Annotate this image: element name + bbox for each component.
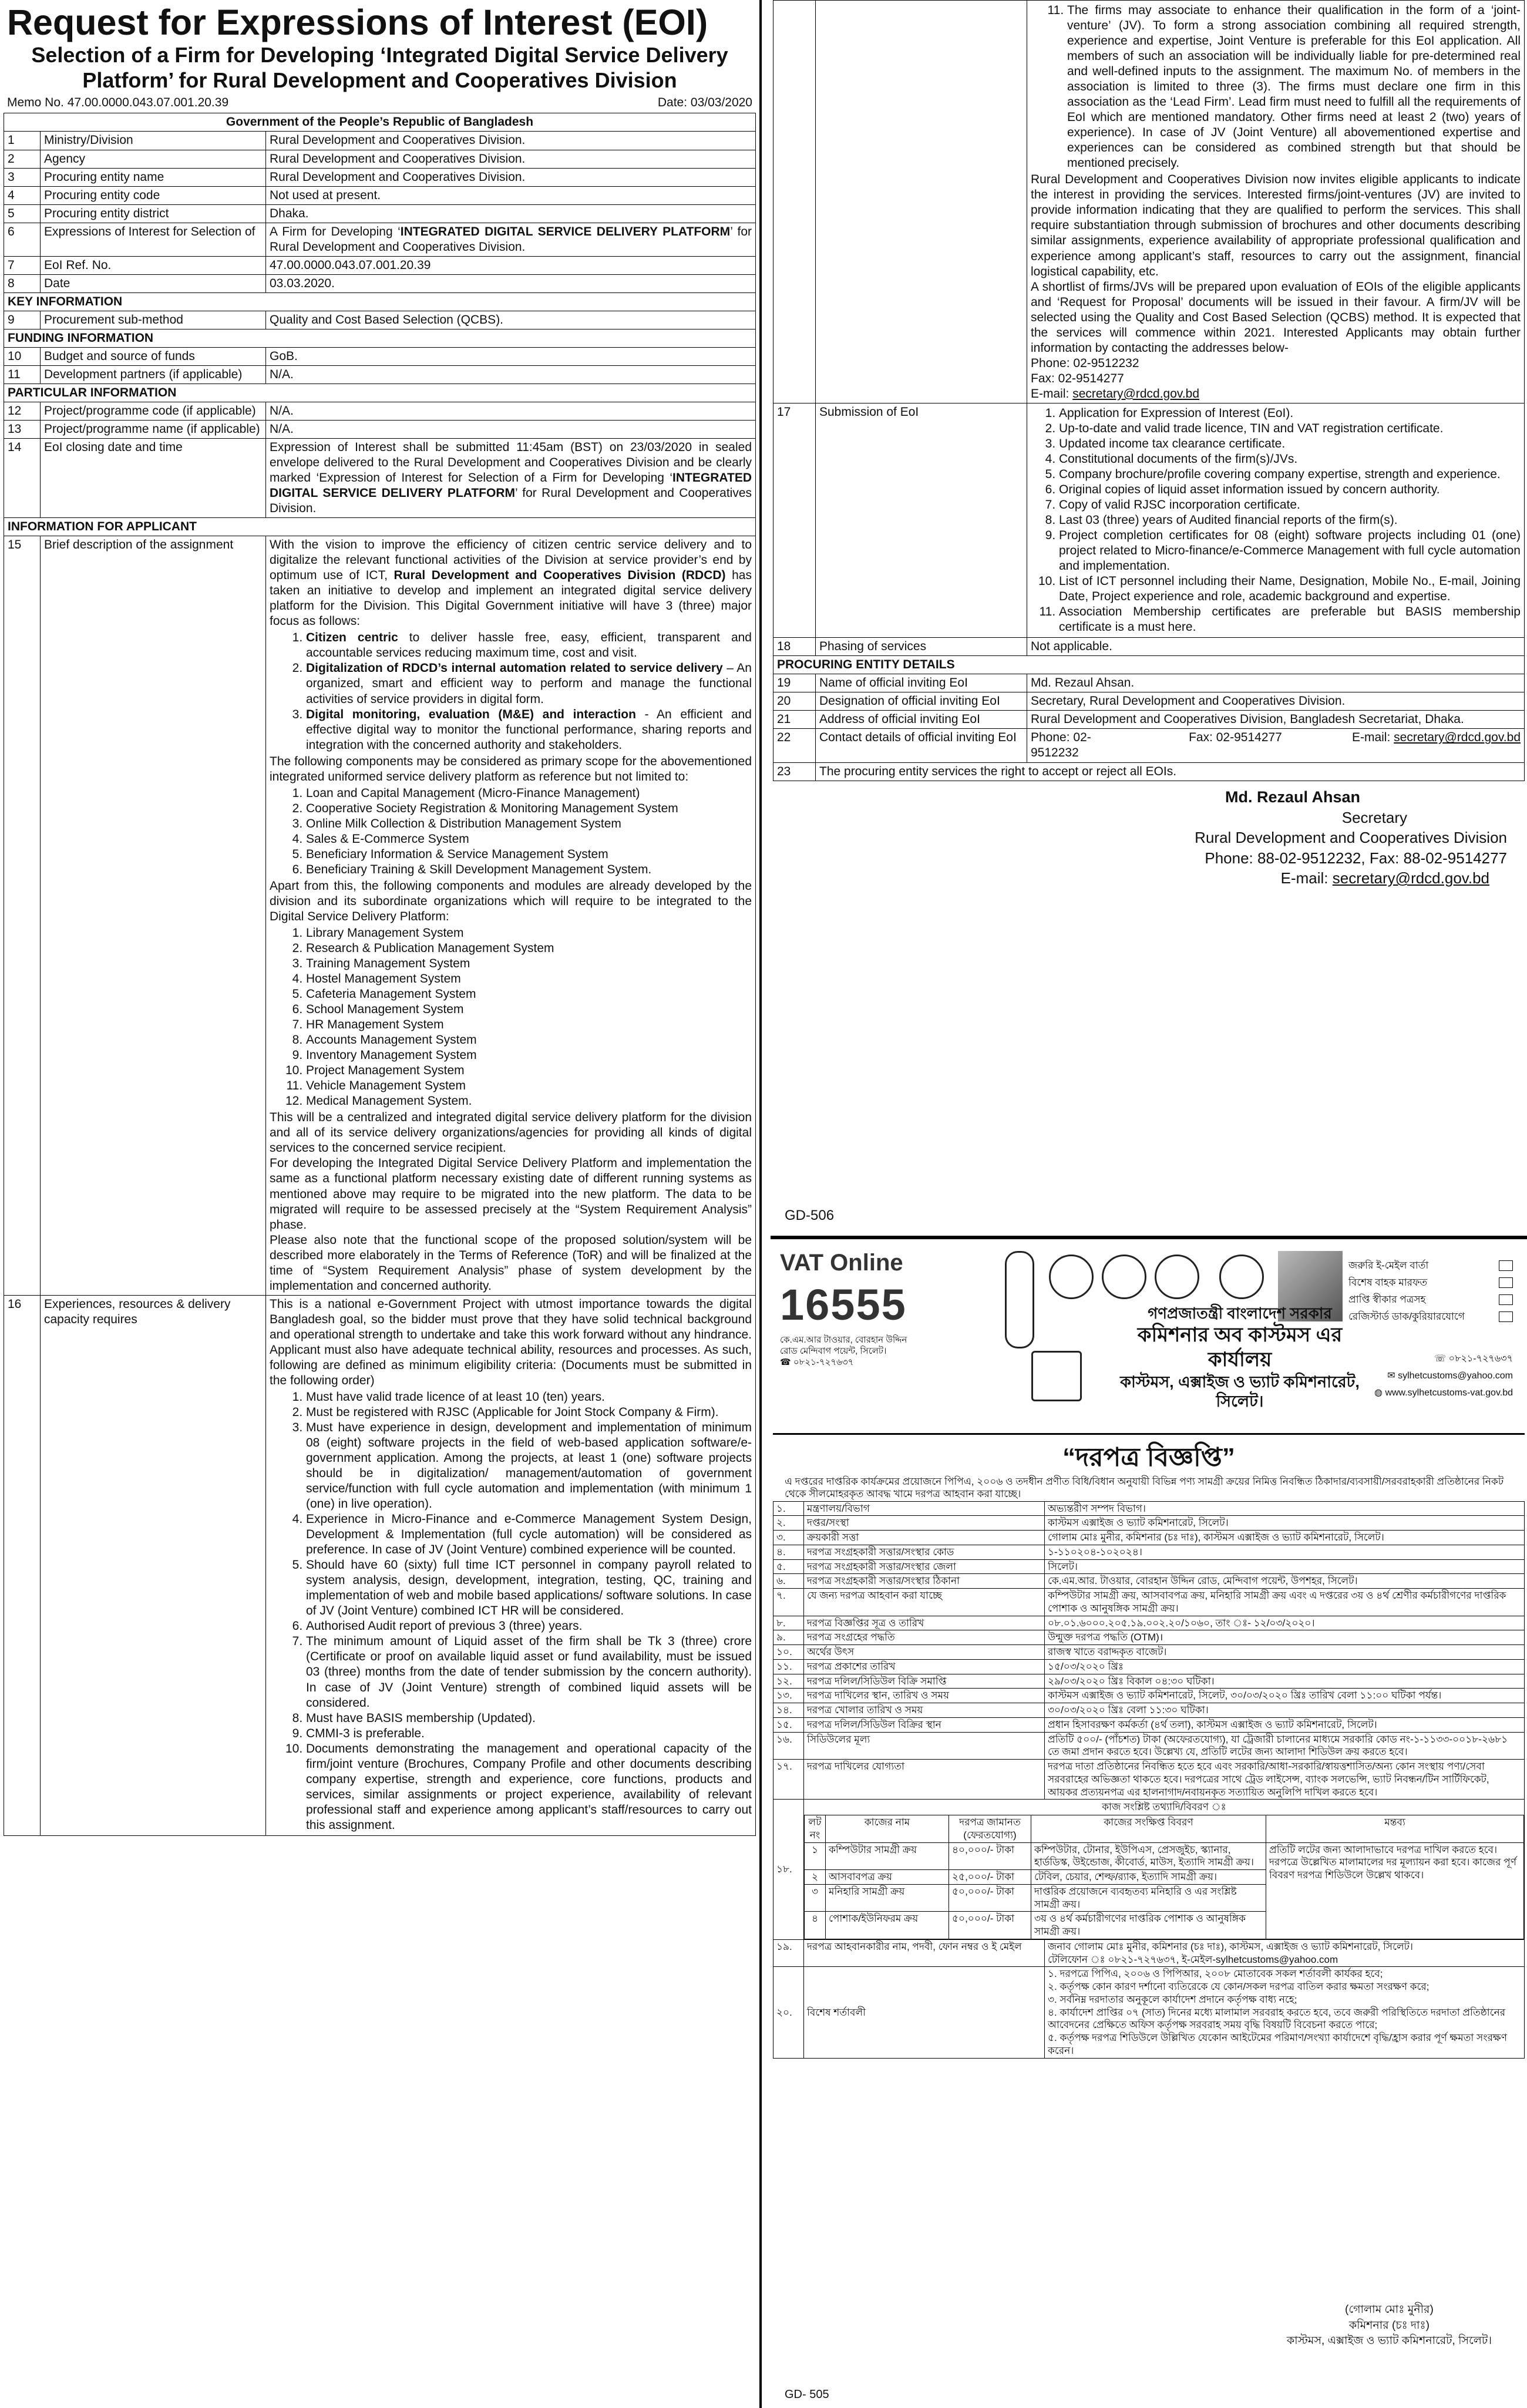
list-item: 9. CMMI-3 is preferable.: [306, 1726, 752, 1741]
lots-header-row: [805, 1815, 1524, 1843]
table-row: ৮. দরপত্র বিজ্ঞপ্তির সূত্র ও তারিখ ০৮.০১.৬০০০.২০৫.১৯.০০২.২০/১০৬০, তাং ঃ- ১২/০৩/২০২০।: [773, 1616, 1525, 1630]
table-row: 22 Contact details of official inviting EoI Phone: 02-9512232 Fax: 02-9514277 E-mail: secretary@rdcd.gov.bd: [773, 729, 1525, 762]
lots-remark: প্রতিটি লটের জন্য আলাদাভাবে দরপত্র দাখিল করতে হবে। দরপত্রে উল্লেখিত মালামালের দর মূল্যায়ন করা হবে। কাজের পূর্ণ বিবরণ দরপত্র শিডিউলে উল্লেখ থাকবে।: [1266, 1842, 1524, 1939]
list-item: 6. Authorised Audit report of previous 3 (three) years.: [306, 1619, 752, 1634]
mail-icon: ✉: [1387, 1370, 1395, 1381]
notice-header: VAT Online 16555 কে.এম.আর টাওয়ার, বোরহান উদ্দিন রোড মেন্দিবাগ পয়েন্ট, সিলেট। ☎ ০৮২১-৭২৭৬৩৭ গণপ্রজাতন্ত্রী বাংলাদেশ সরকার কমিশনার অব কাস্টমস এর কার্যালয় কাস্টমস, এক্সাইজ ও ভ্যাট কমিশনারেট, সিলেট। জরুরি ই-মেইল বার্তা বিশেষ বাহক মারফত প্রাপ্তি স্বীকার পত্রসহ রেজিস্টার্ড ডাক/কুরিয়ারযোগে ☏ ০৮২১-৭২৭৬৩৭ ✉ sylhetcustoms@yahoo.com ◍ www.sylhetcustoms-vat.gov.bd: [773, 1239, 1525, 1435]
left-column: [0, 0, 762, 2408]
vat-online-logo: VAT Online 16555 কে.এম.আর টাওয়ার, বোরহান উদ্দিন রোড মেন্দিবাগ পয়েন্ট, সিলেট। ☎ ০৮২১-৭২৭৬৩৭: [780, 1250, 907, 1367]
checkbox[interactable]: [1499, 1311, 1513, 1322]
bangladesh-emblem-icon: [1049, 1255, 1094, 1299]
lots-header-cell: কাজের সংক্ষিপ্ত বিবরণ: [1031, 1815, 1266, 1843]
list-item: 5. Should have 60 (sixty) full time ICT personnel in company payroll related to system analysis, design, development, integration, testing, QC, training and implementation of web and mobile based applications/ software solutions. In case of JV (Joint Venture) combined ICT HR will be considered.: [306, 1558, 752, 1619]
notice-table: [773, 1501, 1525, 2059]
lots-table: [804, 1815, 1524, 1939]
mujib-year-seal: [1005, 1251, 1034, 1348]
lots-header-cell: দরপত্র জামানত (ফেরতযোগ্য): [949, 1815, 1031, 1843]
components-list: [270, 786, 752, 877]
table-row: 12 Project/programme code (if applicable) N/A.: [4, 402, 756, 420]
eoi-table-continued: [773, 0, 1525, 781]
submission-list: [1031, 406, 1521, 635]
a2i-logo-icon: [1219, 1255, 1264, 1299]
memo-date: Date: 03/03/2020: [657, 96, 752, 110]
list-item: 1. Loan and Capital Management (Micro-Finance Management): [306, 786, 752, 801]
gd-number: GD- 505: [785, 2388, 829, 2401]
list-item: 3. Training Management System: [306, 956, 752, 971]
checkbox[interactable]: [1499, 1294, 1513, 1305]
lot-row: ১ কম্পিউটার সামগ্রী ক্রয় ৪০,০০০/- টাকা কম্পিউটার, টোনার, ইউপিএস, প্রেসজুইচ, স্ক্যানার, হার্ডডিস্ক, উইন্ডোজ, কীবোর্ড, মাউস, ইত্যাদি সামগ্রী ক্রয়। প্রতিটি লটের জন্য আলাদাভাবে দরপত্র দাখিল করতে হবে। দরপত্রে উল্লেখিত মালামালের দর মূল্যায়ন করা হবে। কাজের পূর্ণ বিবরণ দরপত্র শিডিউলে উল্লেখ থাকবে।: [805, 1842, 1524, 1870]
list-item: 8. Last 03 (three) years of Audited financial reports of the firm(s).: [1059, 513, 1521, 528]
modules-list: [270, 926, 752, 1109]
list-item: 1. Application for Expression of Interest (EoI).: [1059, 406, 1521, 421]
page-subtitle-line-2: Platform’ for Rural Development and Cooperatives Division: [82, 68, 677, 93]
list-item: 3. Digital monitoring, evaluation (M&E) and interaction - An efficient and effective digital way to monitor the functional performance, sharing reports and integration with the concerned authority and stakeholders.: [306, 707, 752, 753]
table-row: ৩. ক্রয়কারী সত্তা গোলাম মোঃ মুনীর, কমিশনার (চঃ দাঃ), কাস্টমস এক্সাইজ ও ভ্যাট কমিশনারেট, সিলেট।: [773, 1531, 1525, 1545]
table-row: ১৭. দরপত্র দাখিলের যোগ্যতা দরপত্র দাতা প্রতিষ্ঠানের নিবন্ধিত হতে হবে এবং সরকারি/আধা-সরকারি/স্বায়ত্তশাসিত/অন্য কোন সংস্থায় পণ্য/সেবা সরবরাহের অভিজ্ঞতা থাকতে হবে। দরপত্রের সাথে ট্রেড লাইসেন্স, ব্যাংক সলভেন্সি, ভ্যাট নিবন্ধন/টিন সার্টিফিকেট, আয়কর প্রত্যয়নপত্র এর হালনাগাদ/নবায়নকৃত সত্যায়িত অনুলিপি দাখিল করতে হবে।: [773, 1760, 1525, 1800]
list-item: 4. Constitutional documents of the firm(s)/JVs.: [1059, 452, 1521, 467]
page-title: Request for Expressions of Interest (EOI): [7, 2, 708, 42]
dispatch-option: বিশেষ বাহক মারফত: [1348, 1274, 1513, 1291]
table-row: ১৫. দরপত্র দলিল/সিডিউল বিক্রির স্থান প্রধান হিসাবরক্ষণ কর্মকর্তা (৪র্থ তলা), কাস্টমস এক্সাইজ ও ভ্যাট কমিশনারেট, সিলেট।: [773, 1717, 1525, 1732]
table-row: 1 Ministry/Division Rural Development and Cooperatives Division.: [4, 132, 756, 150]
notice-signature: (গোলাম মোঃ মুনীর) কমিশনার (চঃ দাঃ) কাস্টমস, এক্সাইজ ও ভ্যাট কমিশনারেট, সিলেট।: [1286, 2303, 1492, 2348]
table-row: 7 EoI Ref. No. 47.00.0000.043.07.001.20.39: [4, 256, 756, 274]
lots-header-cell: মন্তব্য: [1266, 1815, 1524, 1843]
list-item: 6. School Management System: [306, 1002, 752, 1017]
table-row: 14 EoI closing date and time Expression of Interest shall be submitted 11:45am (BST) on 23/03/2020 in sealed envelope delivered to the Rural Development and Cooperatives Division and be clearly marked ‘Expression of Interest for Selection of a Firm for Developing ‘INTEGRATED DIGITAL SERVICE DELIVERY PLATFORM’ for Rural Development and Cooperatives Division.: [4, 439, 756, 518]
customs-seal-icon: [1155, 1255, 1199, 1299]
table-row: ১০. অর্থের উৎস রাজস্ব খাতে বরাদ্দকৃত বাজেট।: [773, 1645, 1525, 1660]
table-row: ৬. দরপত্র সংগ্রহকারী সত্তার/সংস্থার ঠিকানা কে.এম.আর. টাওয়ার, বোরহান উদ্দিন রোড, মেন্দিবাগ পয়েন্ট, উপশহর, সিলেট।: [773, 1574, 1525, 1589]
list-item: 9. Inventory Management System: [306, 1048, 752, 1063]
table-row: 8 Date 03.03.2020.: [4, 274, 756, 292]
lots-header-cell: কাজের নাম: [826, 1815, 949, 1843]
criteria-list: [270, 1390, 752, 1833]
list-item: 4. Sales & E-Commerce System: [306, 832, 752, 847]
notice-banner: “দরপত্র বিজ্ঞপ্তি”: [1062, 1443, 1235, 1472]
checkbox[interactable]: [1499, 1277, 1513, 1288]
table-row: ৯. দরপত্র সংগ্রহের পদ্ধতি উন্মুক্ত দরপত্র পদ্ধতি (OTM)।: [773, 1630, 1525, 1645]
lot-row: ৩ মনিহারি সামগ্রী ক্রয় ৫০,০০০/- টাকা দাপ্তরিক প্রয়োজনে ব্যবহৃতব্য মনিহারি ও এর সংশ্লিষ্ট সামগ্রী ক্রয়।: [805, 1884, 1524, 1912]
list-item: 2. Up-to-date and valid trade licence, TIN and VAT registration certificate.: [1059, 421, 1521, 436]
table-row: ২০. বিশেষ শর্তাবলী ১. দরপত্রে পিপিএ, ২০০৬ ও পিপিআর, ২০০৮ মোতাবেক সকল শর্তাবলী কার্যকর হবে; ২. কর্তৃপক্ষ কোন কারণ দর্শানো ব্যতিরেকে যে কোন/সকল দরপত্র বাতিল করার ক্ষমতা সংরক্ষণ করে; ৩. সর্বনিম্ন দরদাতার অনুকূলে কার্যাদেশ প্রদানে কর্তৃপক্ষ বাধ্য নহে; ৪. কার্যাদেশ প্রাপ্তির ০৭ (সাত) দিনের মধ্যে মালামাল সরবরাহ করতে হবে, তবে জরুরী পরিস্থিতিতে দরদাতা প্রতিষ্ঠানের আবেদনের প্রেক্ষিতে অফিস কর্তৃপক্ষ সরবরাহ সময় বৃদ্ধি বিষয়টি বিবেচনা করতে পারে; ৫. কর্তৃপক্ষ দরপত্র শিডিউলে উল্লিখিত যেকোন আইটেমের পরিমাণ/সংখ্যা কার্যাদেশে বৃদ্ধি/হ্রাস করার পূর্ণ ক্ষমতা সংরক্ষণ করেন।: [773, 1967, 1525, 2058]
section-heading: PARTICULAR INFORMATION: [4, 384, 756, 402]
phone-icon: ☏: [1434, 1354, 1447, 1364]
dispatch-option: প্রাপ্তি স্বীকার পত্রসহ: [1348, 1291, 1513, 1308]
condition-item: ৫. কর্তৃপক্ষ দরপত্র শিডিউলে উল্লিখিত যেকোন আইটেমের পরিমাণ/সংখ্যা কার্যাদেশে বৃদ্ধি/হ্রাস করার পূর্ণ ক্ষমতা সংরক্ষণ করেন।: [1048, 2032, 1507, 2056]
list-item: 10. Documents demonstrating the management and operational capacity of the firm/joint venture (Brochures, Company Profile and other documents describing company expertise, strength and experience, core functions, products and services, similar assignments or project experience, availability of relevant professional staff and experience among applicant’s staff/resources to carry out this assignment.: [306, 1741, 752, 1833]
condition-item: ১. দরপত্রে পিপিএ, ২০০৬ ও পিপিআর, ২০০৮ মোতাবেক সকল শর্তাবলী কার্যকর হবে;: [1048, 1968, 1383, 1980]
list-item: 2. Digitalization of RDCD’s internal automation related to service delivery – An organized, smart and efficient way to perform and manage the functional activities of service providers in digital form.: [306, 661, 752, 707]
table-row: 18 Phasing of services Not applicable.: [773, 638, 1525, 656]
table-row: 20 Designation of official inviting EoI Secretary, Rural Development and Cooperatives Division.: [773, 692, 1525, 711]
table-row: 5 Procuring entity district Dhaka.: [4, 204, 756, 223]
list-item: 12. Medical Management System.: [306, 1094, 752, 1109]
table-row: 16 Experiences, resources & delivery capacity requires This is a national e-Government Project with utmost importance towards the digital Bangladesh goal, so the bidder must prove that they have solid technical background and operational strength to undertake and take this work forward without any hindrance. Applicant must also have adequate technical ability, resources and processes. As such, following are defined as minimum eligibility criteria: (Documents must be submitted in the following order) 1. Must have valid trade licence of at least 10 (ten) years. 2. Must be registered with RJSC (Applicable for Joint Stock Company & Firm). 3. Must have experience in design, development and implementation of minimum 08 (eight) software projects in the field of web-based application software/e-government application. Among the projects, at least 1 (one) software projects should be in digitalization/ management/automation of government service/function with full cycle automation and implementation (with minimum 1 (one) in live operation). 4. Experience in Micro-Finance and e-Commerce Management System Design, Development & Implementation (full cycle automation) will be considered as preference. In case of JV (Joint Venture) combined experience will be counted. 5. Should have 60 (sixty) full time ICT personnel in company payroll related to system analysis, design, development, integration, testing, QC, training and implementation of web and mobile based applications/ software solutions. In case of JV (Joint Venture) combined ICT HR will be considered. 6. Authorised Audit report of previous 3 (three) years. 7. The minimum amount of Liquid asset of the firm shall be Tk 3 (three) crore (Certificate or proof on available liquid asset or fund availability, must be issued 03 (three) months from the date of tender submission by the concern authority). In case of JV (Joint Venture) strength of combined liquid assets will be considered. 8. Must have BASIS membership (Updated). 9. CMMI-3 is preferable. 10. Documents demonstrating the management and operational capacity of the firm/joint venture (Brochures, Company Profile and other documents describing company expertise, strength and experience, core functions, products and services, similar assignments or project experience, availability of relevant professional staff and experience among applicant’s staff/resources to carry out this assignment.: [4, 1295, 756, 1835]
list-item: 2. Cooperative Society Registration & Monitoring Management System: [306, 801, 752, 816]
list-item: 4. Experience in Micro-Finance and e-Commerce Management System Design, Development & Implementation (full cycle automation) will be considered as preference. In case of JV (Joint Venture) combined experience will be counted.: [306, 1512, 752, 1558]
table-row: 4 Procuring entity code Not used at present.: [4, 186, 756, 204]
lot-row: ২ আসবাবপত্র ক্রয় ২৫,০০০/- টাকা টেবিল, চেয়ার, শেল্ফ/র‍্যাক, ইত্যাদি সামগ্রী ক্রয়।: [805, 1870, 1524, 1885]
dispatch-checkboxes: [1348, 1257, 1513, 1325]
table-row: ২. দপ্তর/সংস্থা কাস্টমস এক্সাইজ ও ভ্যাট কমিশনারেট, সিলেট।: [773, 1516, 1525, 1531]
list-item: 11. Vehicle Management System: [306, 1078, 752, 1094]
list-item: 3. Online Milk Collection & Distribution Management System: [306, 816, 752, 832]
list-item: 6. Beneficiary Training & Skill Development Management System.: [306, 862, 752, 877]
list-item: 3. Updated income tax clearance certificate.: [1059, 436, 1521, 452]
right-top-column: [771, 0, 1527, 1230]
memo-number: Memo No. 47.00.0000.043.07.001.20.39: [7, 96, 229, 110]
table-row: ১২. দরপত্র দলিল/সিডিউল বিক্রি সমাপ্তি ২৯/০৩/২০২০ খ্রিঃ বিকাল ০৪:৩০ ঘটিকা।: [773, 1674, 1525, 1689]
email-link[interactable]: secretary@rdcd.gov.bd: [1394, 731, 1521, 745]
table-row: 17 Submission of EoI 1. Application for Expression of Interest (EoI). 2. Up-to-date and valid trade licence, TIN and VAT registration certificate. 3. Updated income tax clearance certificate. 4. Constitutional documents of the firm(s)/JVs. 5. Company brochure/profile covering company expertise, strength and experience. 6. Original copies of liquid asset information issued by concern authority. 7. Copy of valid RJSC incorporation certificate. 8. Last 03 (three) years of Audited financial reports of the firm(s). 9. Project completion certificates for 08 (eight) software projects including 01 (one) project related to Micro-finance/e-Commerce Management with full cycle automation and implementation. 10. List of ICT personnel including their Name, Designation, Mobile No., E-mail, Joining Date, Project experience and role, academic background and expertise. 11. Association Membership certificates are preferable but BASIS membership certificate is a must here.: [773, 403, 1525, 637]
condition-item: ৩. সর্বনিম্ন দরদাতার অনুকূলে কার্যাদেশ প্রদানে কর্তৃপক্ষ বাধ্য নহে;: [1048, 1993, 1297, 2005]
table-row: 21 Address of official inviting EoI Rural Development and Cooperatives Division, Bangladesh Secretariat, Dhaka.: [773, 711, 1525, 729]
table-row: 23 The procuring entity services the right to accept or reject all EOIs.: [773, 762, 1525, 781]
table-row: ৫. দরপত্র সংগ্রহকারী সত্তার/সংস্থার জেলা সিলেট।: [773, 1559, 1525, 1574]
section-heading: INFORMATION FOR APPLICANT: [4, 518, 756, 536]
list-item: 2. Must be registered with RJSC (Applicable for Joint Stock Company & Firm).: [306, 1405, 752, 1420]
dispatch-option: রেজিস্টার্ড ডাক/কুরিয়ারযোগে: [1348, 1308, 1513, 1325]
list-item: 5. Beneficiary Information & Service Management System: [306, 847, 752, 862]
table-row: ১৬. সিডিউলের মূল্য প্রতিটি ৫০০/- (পাঁচশত) টাকা (অফেরতযোগ্য), যা ট্রেজারী চালানের মাধ্যমে সরকারি কোড নং-১-১১৩৩-০০১৮-২৬৮১ তে জমা প্রদান করতে হবে। উল্লেখ্য যে, প্রতিটি লটের জন্য আলাদা শিডিউল ক্রয় করতে হবে।: [773, 1732, 1525, 1760]
checkbox[interactable]: [1499, 1260, 1513, 1271]
table-row: 3 Procuring entity name Rural Development and Cooperatives Division.: [4, 168, 756, 186]
list-item: 7. The minimum amount of Liquid asset of the firm shall be Tk 3 (three) crore (Certificate or proof on available liquid asset or fund availability, must be issued 03 (three) months from the date of tender submission by the concern authority). In case of JV (Joint Venture) strength of combined liquid assets will be considered.: [306, 1634, 752, 1710]
section-heading: FUNDING INFORMATION: [4, 329, 756, 347]
special-conditions: [1045, 1967, 1525, 2058]
table-row: 6 Expressions of Interest for Selection of A Firm for Developing ‘INTEGRATED DIGITAL SERVICE DELIVERY PLATFORM’ for Rural Development and Cooperatives Division.: [4, 223, 756, 256]
bengali-tender-notice: [771, 1236, 1527, 2408]
list-item: 5. Cafeteria Management System: [306, 987, 752, 1002]
list-item: 10. List of ICT personnel including their Name, Designation, Mobile No., E-mail, Joining Date, Project experience and role, academic background and expertise.: [1059, 574, 1521, 604]
dispatch-option: জরুরি ই-মেইল বার্তা: [1348, 1257, 1513, 1274]
gd-number: GD-506: [785, 1208, 835, 1223]
table-row: ৭. যে জন্য দরপত্র আহবান করা যাচ্ছে কম্পিউটার সামগ্রী ক্রয়, আসবাবপত্র ক্রয়, মনিহারি সামগ্রী ক্রয় এবং এ দপ্তরের ৩য় ও ৪র্থ শ্রেণীর কর্মচারীগণের দাপ্তরিক পোশাক ও আনুষঙ্গিক সামগ্রী ক্রয়।: [773, 1589, 1525, 1616]
list-item: 1. Must have valid trade licence of at least 10 (ten) years.: [306, 1390, 752, 1405]
list-item: 7. HR Management System: [306, 1017, 752, 1033]
table-row: ১. মন্ত্রণালয়/বিভাগ অভ্যন্তরীণ সম্পদ বিভাগ।: [773, 1501, 1525, 1516]
list-item: 11. Association Membership certificates are preferable but BASIS membership certificate is a must here.: [1059, 604, 1521, 635]
focus-list: [270, 630, 752, 752]
customs-badge-icon: [1031, 1351, 1082, 1401]
notice-intro: এ দপ্তরের দাপ্তরিক কার্যক্রমের প্রয়োজনে পিপিএ, ২০০৬ ও তদধীন প্রণীত বিধি/বিধান অনুযায়ী বিভিন্ন পণ্য সামগ্রী ক্রয়ের নিমিত্ত নিবন্ধিত ঠিকাদার/ব্যবসায়ী/সরবরাহকারী প্রতিষ্ঠানের নিকট থেকে সীলমোহরকৃত আবদ্ধ খামে দরপত্র আহবান করা যাচ্ছে।: [785, 1475, 1504, 1499]
table-row: 11. The firms may associate to enhance their qualification in the form of a ‘joint-venture’ (JV). To form a strong association combining all required strength, experience and expertise, Joint Venture is preferable for this EoI application. All members of such an association will be individually liable for pre-determined real and well-defined inputs to the assignment. The maximum No. of members in the association is limited to three (3). The firms must declare one firm in this association as the ‘Lead Firm’. Lead firm must need to fulfill all the requirements of EoI which are mentioned mandatory. Other firms need at least 2 (two) years of experience). In case of JV (Joint Venture) all abovementioned expertise and experiences can be considered as combined strength but that should be mentioned precisely. Rural Development and Cooperatives Division now invites eligible applicants to indicate the interest in providing the services. Interested firms/joint-ventures (JV) are invited to provide information indicating that they are qualified to perform the services. This shall require substantiation through submission of brochures and other documents describing similar assignments, experience availability of appropriate professional qualification and experience among applicant’s staff, resources to carry out the assignment, financial logistical capability, etc. A shortlist of firms/JVs will be prepared upon evaluation of EOIs of the eligible applicants and ‘Request for Proposal’ documents will be issued in their favour. A firm/JV will be selected using the Quality and Cost Based Selection (QCBS) method. It is expected that the services will commence within 2021. Interested Applicants may obtain further information by contacting the addresses below- Phone: 02-9512232 Fax: 02-9514277 E-mail: secretary@rdcd.gov.bd: [773, 1, 1525, 403]
page-subtitle-line-1: Selection of a Firm for Developing ‘Integrated Digital Service Delivery: [31, 43, 728, 68]
list-item: 8. Must have BASIS membership (Updated).: [306, 1711, 752, 1726]
table-row: ১৮. কাজ সংশ্লিষ্ট তথ্যাদি/বিবরণ ঃ লট নং কাজের নাম দরপত্র জামানত (ফেরতযোগ্য) কাজের সংক্ষিপ্ত বিবরণ মন্তব্য ১ কম্পিউটার সামগ্রী ক্রয় ৪০,০০০/- টাকা কম্পিউটার, টোনার, ইউপিএস, প্রেসজুইচ, স্ক্যানার, হার্ডডিস্ক, উইন্ডোজ, কীবোর্ড, মাউস, ইত্যাদি সামগ্রী ক্রয়। প্রতিটি লটের জন্য আলাদাভাবে দরপত্র দাখিল করতে হবে। দরপত্রে উল্লেখিত মালামালের দর মূল্যায়ন করা হবে। কাজের পূর্ণ বিবরণ দরপত্র শিডিউলে উল্লেখ থাকবে। ২ আসবাবপত্র ক্রয় ২৫,০০০/- টাকা টেবিল, চেয়ার, শেল্ফ/র‍্যাক, ইত্যাদি সামগ্রী ক্রয়। ৩ মনিহারি সামগ্রী ক্রয় ৫০,০০০/- টাকা দাপ্তরিক প্রয়োজনে ব্যবহৃতব্য মনিহারি ও এর সংশ্লিষ্ট সামগ্রী ক্রয়। ৪ পোশাক/ইউনিফরম ক্রয় ৫০,০০০/- টাকা ৩য় ও ৪র্থ কর্মচারীগণের দাপ্তরিক পোশাক ও আনুষঙ্গিক সামগ্রী ক্রয়।: [773, 1800, 1525, 1940]
table-row: ১৯. দরপত্র আহবানকারীর নাম, পদবী, ফোন নম্বর ও ই মেইল জনাব গোলাম মোঃ মুনীর, কমিশনার (চঃ দাঃ), কাস্টমস, এক্সাইজ ও ভ্যাট কমিশনারেট, সিলেট। টেলিফোন ঃ ০৮২১-৭২৭৬৩৭, ই-মেইল-sylhetcustoms@yahoo.com: [773, 1939, 1525, 1967]
table-row: 10 Budget and source of funds GoB.: [4, 347, 756, 365]
table-row: ১৩. দরপত্র দাখিলের স্থান, তারিখ ও সময় কাস্টমস এক্সাইজ ও ভ্যাট কমিশনারেট, সিলেট, ৩০/০৩/২০২০ খ্রিঃ তারিখ বেলা ১১:০০ ঘটিকা পর্যন্ত।: [773, 1689, 1525, 1703]
section-heading: PROCURING ENTITY DETAILS: [773, 656, 1525, 674]
list-item: 8. Accounts Management System: [306, 1033, 752, 1048]
list-item: 1. Library Management System: [306, 926, 752, 941]
table-row: 9 Procurement sub-method Quality and Cost Based Selection (QCBS).: [4, 311, 756, 329]
phone-icon: ☎: [780, 1357, 791, 1367]
gov-row: Government of the People’s Republic of Bangladesh: [4, 113, 756, 132]
table-row: 2 Agency Rural Development and Cooperatives Division.: [4, 150, 756, 168]
list-item: 4. Hostel Management System: [306, 971, 752, 987]
lots-header-cell: লট নং: [805, 1815, 826, 1843]
list-item: 2. Research & Publication Management System: [306, 941, 752, 956]
list-item: 9. Project completion certificates for 08 (eight) software projects including 01 (one) project related to Micro-finance/e-Commerce Management with full cycle automation and implementation.: [1059, 528, 1521, 574]
list-item: 10. Project Management System: [306, 1063, 752, 1078]
table-row: ৪. দরপত্র সংগ্রহকারী সত্তার/সংস্থার কোড ১-১১০২০৪-১০২০২৪।: [773, 1545, 1525, 1559]
globe-icon: ◍: [1374, 1387, 1383, 1398]
list-item: 7. Copy of valid RJSC incorporation certificate.: [1059, 497, 1521, 513]
table-row: 13 Project/programme name (if applicable) N/A.: [4, 420, 756, 438]
eoi-table: [4, 113, 756, 1835]
email-link[interactable]: secretary@rdcd.gov.bd: [1072, 386, 1200, 401]
nbr-seal-icon: [1102, 1255, 1146, 1299]
table-row: ১৪. দরপত্র খোলার তারিখ ও সময় ৩০/০৩/২০২০ খ্রিঃ বেলা ১১:৩০ ঘটিকা।: [773, 1703, 1525, 1718]
signature-block: Md. Rezaul Ahsan Secretary Rural Development and Cooperatives Division Phone: 88-02-9512232, Fax: 88-02-9514277 E-mail: secretary@rdcd.gov.bd: [1195, 788, 1507, 887]
condition-item: ২. কর্তৃপক্ষ কোন কারণ দর্শানো ব্যতিরেকে যে কোন/সকল দরপত্র বাতিল করার ক্ষমতা সংরক্ষণ করে;: [1048, 1981, 1430, 1993]
list-item: 3. Must have experience in design, development and implementation of minimum 08 (eight) software projects in the field of web-based application software/e-government application. Among the projects, at least 1 (one) software projects should be in digitalization/ management/automation of government service/function with full cycle automation and implementation (with minimum 1 (one) in live operation).: [306, 1420, 752, 1512]
list-item: 5. Company brochure/profile covering company expertise, strength and experience.: [1059, 467, 1521, 482]
table-row: 19 Name of official inviting EoI Md. Rezaul Ahsan.: [773, 674, 1525, 692]
list-item: 1. Citizen centric to deliver hassle free, easy, efficient, transparent and accountable services reducing maximum time, cost and visit.: [306, 630, 752, 661]
memo-row: [7, 95, 752, 110]
lot-row: ৪ পোশাক/ইউনিফরম ক্রয় ৫০,০০০/- টাকা ৩য় ও ৪র্থ কর্মচারীগণের দাপ্তরিক পোশাক ও আনুষঙ্গিক সামগ্রী ক্রয়।: [805, 1912, 1524, 1939]
list-item: 6. Original copies of liquid asset information issued by concern authority.: [1059, 482, 1521, 497]
table-row: 15 Brief description of the assignment With the vision to improve the efficiency of citizen centric service delivery and to digitalize the relevant functional activities of the Division at service provider’s end by optimum use of ICT, Rural Development and Cooperatives Division (RDCD) has taken an initiative to develop and implement an integrated digital service delivery platform for the Division. This Digital Government initiative will have 3 (three) major focus as follows: 1. Citizen centric to deliver hassle free, easy, efficient, transparent and accountable services reducing maximum time, cost and visit. 2. Digitalization of RDCD’s internal automation related to service delivery – An organized, smart and efficient way to perform and manage the functional activities of service providers in digital form. 3. Digital monitoring, evaluation (M&E) and interaction - An efficient and effective digital way to monitor the functional performance, sharing reports and integration with the concerned authority and stakeholders. The following components may be considered as primary scope for the abovementioned integrated uniformed service delivery platform as reference but not limited to: 1. Loan and Capital Management (Micro-Finance Management) 2. Cooperative Society Registration & Monitoring Management System 3. Online Milk Collection & Distribution Management System 4. Sales & E-Commerce System 5. Beneficiary Information & Service Management System 6. Beneficiary Training & Skill Development Management System. Apart from this, the following components and modules are already developed by the division and its subordinate organizations which will require to be integrated to the Digital Service Delivery Platform: 1. Library Management System 2. Research & Publication Management System 3. Training Management System 4. Hostel Management System 5. Cafeteria Management System 6. School Management System 7. HR Management System 8. Accounts Management System 9. Inventory Management System 10. Project Management System 11. Vehicle Management System 12. Medical Management System. This will be a centralized and integrated digital service delivery platform for the division and all of its service delivery organizations/agencies for providing all kinds of digital services to the concerned service recipient. For developing the Integrated Digital Service Delivery Platform and implementation the same as a functional platform necessary existing date of different running systems as mentioned above may require to be migrated into the new platform. The data to be migrated will require to be assessed precisely at the “System Requirement Analysis” phase. Please also note that the functional scope of the proposed solution/system will be described more elaborately in the Terms of Reference (ToR) and will be finalized at the time of “System Requirement Analysis” phase of system development by the implementation and concerned authority.: [4, 536, 756, 1296]
section-heading: KEY INFORMATION: [4, 292, 756, 311]
condition-item: ৪. কার্যাদেশ প্রাপ্তির ০৭ (সাত) দিনের মধ্যে মালামাল সরবরাহ করতে হবে, তবে জরুরী পরিস্থিতিতে দরদাতা প্রতিষ্ঠানের আবেদনের প্রেক্ষিতে অফিস কর্তৃপক্ষ সরবরাহ সময় বৃদ্ধি বিষয়টি বিবেচনা করতে পারে;: [1048, 2006, 1506, 2031]
table-row: ১১. দরপত্র প্রকাশের তারিখ ১৫/০৩/২০২০ খ্রিঃ: [773, 1659, 1525, 1674]
email-link[interactable]: secretary@rdcd.gov.bd: [1332, 869, 1489, 887]
table-row: 11 Development partners (if applicable) N/A.: [4, 365, 756, 384]
